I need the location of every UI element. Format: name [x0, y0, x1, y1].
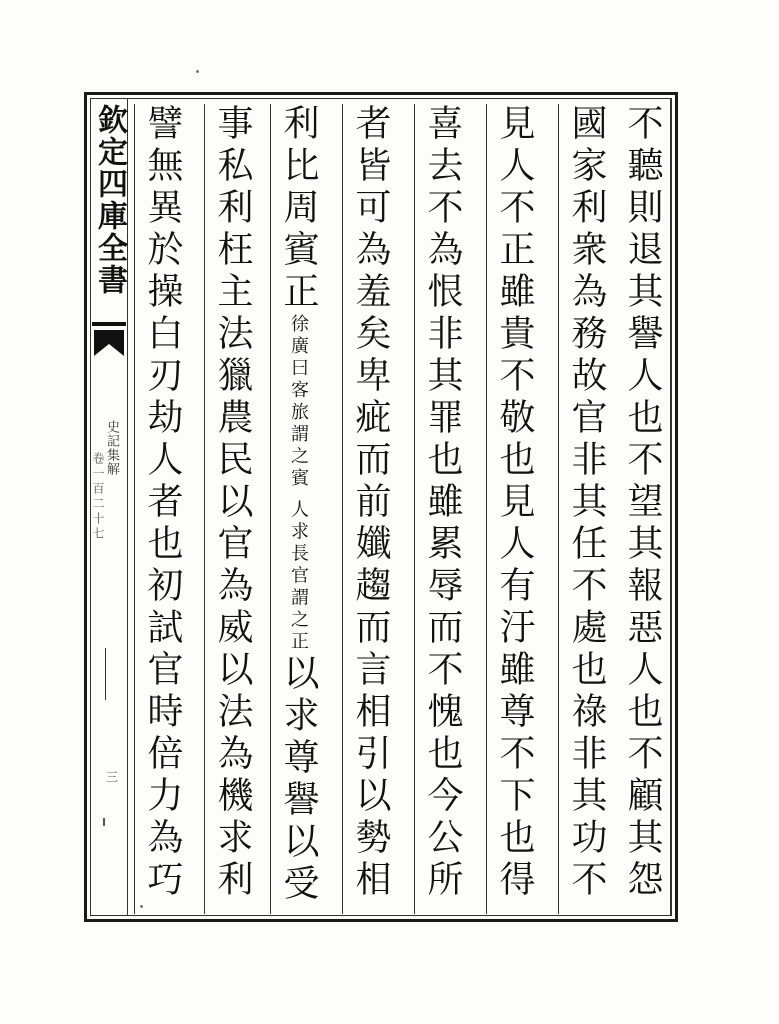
- column-text: 譬無異於操白刃劫人者也初試官時倍力為巧: [142, 104, 183, 902]
- text-column-6: [270, 104, 326, 914]
- text-column-2: [558, 104, 614, 914]
- column-text: 利比周賓正: [278, 104, 319, 314]
- text-column-7: [204, 104, 260, 914]
- text-column-5: [342, 104, 398, 914]
- column-text: 國家利衆為務故官非其任不處也祿非其功不: [566, 104, 607, 902]
- book-name: 史記集解: [104, 420, 119, 476]
- text-column-4: [414, 104, 470, 914]
- paper-speck: [196, 70, 199, 73]
- margin-speck: [103, 818, 105, 826]
- column-text: 事私利枉主法獵農民以官為威以法為機求利: [212, 104, 253, 902]
- text-column-1: [614, 104, 670, 914]
- paper-speck: [140, 905, 143, 908]
- page-number: 三: [106, 770, 119, 784]
- column-text-continued: 以求尊譽以受: [278, 653, 319, 906]
- fish-tail-mark: [92, 322, 126, 368]
- right-rule: [670, 98, 671, 916]
- column-text: 見人不正雖貴不敬也見人有汙雖尊不下也得: [494, 104, 535, 902]
- collection-title: 欽定四庫全書: [92, 104, 127, 296]
- column-text: 不聽則退其譽人也不望其報惡人也不顧其怨: [622, 104, 663, 902]
- text-column-8: [134, 104, 190, 914]
- margin-rule-mark: [105, 648, 106, 700]
- text-column-3: [486, 104, 542, 914]
- column-text: 喜去不為恨非其罪也雖累辱而不愧也今公所: [422, 104, 463, 902]
- column-text: 者皆可為羞矣卑疵而前孅趨而言相引以勢相: [350, 104, 391, 902]
- chapter-line: 卷一百二十七: [91, 452, 105, 542]
- commentary-note: 徐廣曰客旅謂之賓 人求長官謂之正: [288, 314, 309, 654]
